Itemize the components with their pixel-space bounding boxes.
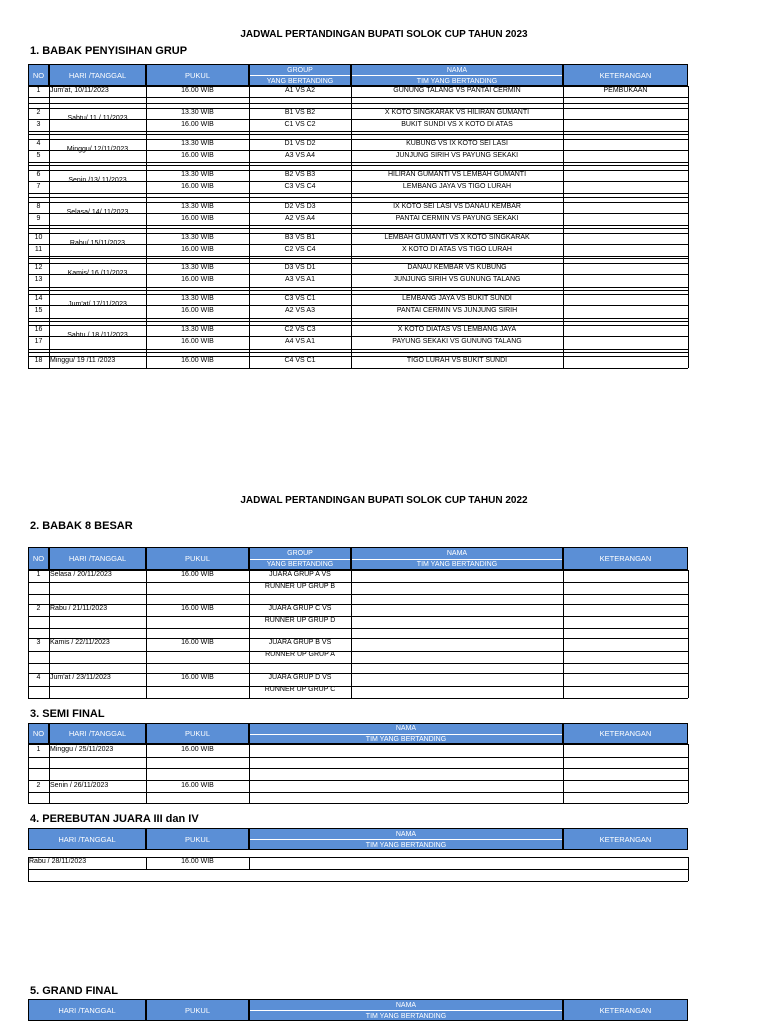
match-time: 16.00 WIB: [181, 357, 214, 364]
header-keterangan: KETERANGAN: [563, 999, 688, 1021]
match-group: B1 VS B2: [284, 109, 316, 116]
grid-line: [49, 86, 50, 368]
grid-line: [688, 744, 689, 803]
match-group: RUNNER UP GRUP A: [265, 651, 335, 658]
match-teams: PANTAI CERMIN VS JUNJUNG SIRIH: [396, 307, 518, 314]
match-no: 1: [36, 571, 41, 578]
header-nama-top: NAMA: [250, 724, 562, 735]
match-no: 5: [36, 152, 41, 159]
header-nama-top: NAMA: [250, 829, 562, 840]
match-group: C3 VS C4: [284, 183, 316, 190]
grid-line: [249, 744, 250, 803]
header-nama: [249, 723, 563, 744]
match-date: Jum'at / 23/11/2023: [50, 674, 111, 681]
match-group: A4 VS A1: [285, 338, 315, 345]
match-teams: KUBUNG VS IX KOTO SEI LASI: [406, 140, 508, 147]
match-time: 16.00 WIB: [181, 87, 214, 94]
grid-line: [28, 193, 688, 194]
match-group: A2 VS A3: [285, 307, 315, 314]
header-group: [249, 64, 351, 86]
match-group: D1 VS D2: [284, 140, 316, 147]
grid-line: [28, 162, 688, 163]
grid-line: [28, 881, 688, 882]
header-nama: [249, 828, 563, 850]
match-group: JUARA GRUP C VS: [268, 605, 332, 612]
match-teams: LEMBANG JAYA VS TIGO LURAH: [402, 183, 512, 190]
match-date: Selasa/ 14/ 11/2023: [66, 209, 129, 216]
match-teams: PANTAI CERMIN VS PAYUNG SEKAKI: [395, 215, 519, 222]
header-pukul: PUKUL: [146, 547, 249, 570]
match-no: 16: [34, 326, 43, 333]
match-no: 1: [36, 87, 41, 94]
header-no: NO: [28, 723, 49, 744]
match-group: C2 VS C4: [284, 246, 316, 253]
match-teams: X KOTO SINGKARAK VS HILIRAN GUMANTI: [384, 109, 530, 116]
match-group: A3 VS A4: [285, 152, 315, 159]
grid-line: [28, 757, 688, 758]
header-nama-top: NAMA: [352, 548, 562, 560]
grid-line: [28, 869, 29, 881]
grid-line: [28, 134, 688, 135]
header-keterangan: KETERANGAN: [563, 547, 688, 570]
match-no: 17: [34, 338, 43, 345]
match-group: A2 VS A4: [285, 215, 315, 222]
match-teams: X KOTO DIATAS VS LEMBANG JAYA: [397, 326, 517, 333]
match-no: 10: [34, 234, 43, 241]
grid-line: [28, 616, 688, 617]
section-title: 1. BABAK PENYISIHAN GRUP: [30, 45, 188, 57]
header-hari: HARI /TANGGAL: [49, 723, 146, 744]
section-title: 5. GRAND FINAL: [30, 985, 118, 997]
match-teams: LEMBANG JAYA VS BUKIT SUNDI: [402, 295, 512, 302]
match-time: 16.00 WIB: [181, 215, 214, 222]
grid-line: [28, 318, 688, 319]
page-title: JADWAL PERTANDINGAN BUPATI SOLOK CUP TAHUN 2023: [240, 29, 528, 40]
header-group-top: GROUP: [250, 548, 350, 560]
header-group: [249, 547, 351, 570]
match-no: 14: [34, 295, 43, 302]
match-group: D2 VS D3: [284, 203, 316, 210]
header-nama-top: NAMA: [250, 1000, 562, 1011]
match-time: 16.00 WIB: [181, 152, 214, 159]
match-date: Minggu / 25/11/2023: [50, 746, 114, 753]
header-pukul: PUKUL: [146, 828, 249, 850]
match-date: Selasa / 20/11/2023: [50, 571, 112, 578]
match-time: 16.00 WIB: [181, 307, 214, 314]
match-date: Jum'at, 10/11/2023: [50, 87, 109, 94]
section-title: 2. BABAK 8 BESAR: [30, 520, 133, 532]
grid-line: [28, 256, 688, 257]
header-nama: [351, 64, 563, 86]
match-no: 3: [36, 121, 41, 128]
match-teams: IX KOTO SEI LASI VS DANAU KEMBAR: [393, 203, 521, 210]
grid-line: [28, 803, 688, 804]
match-no: 15: [34, 307, 43, 314]
match-date: Minggu/ 19 /11 /2023: [50, 357, 116, 364]
grid-line: [28, 197, 688, 198]
grid-line: [563, 86, 564, 368]
match-group: JUARA GRUP D VS: [268, 674, 332, 681]
match-time: 13.30 WIB: [181, 171, 214, 178]
match-date: Minggu/ 12/11/2023: [66, 146, 129, 153]
header-nama-top: NAMA: [352, 65, 562, 76]
grid-line: [563, 744, 564, 803]
match-date: Rabu / 21/11/2023: [50, 605, 108, 612]
grid-line: [28, 686, 688, 687]
match-teams: X KOTO DI ATAS VS TIGO LURAH: [402, 246, 512, 253]
grid-line: [249, 857, 250, 869]
grid-line: [28, 698, 688, 699]
match-no: 2: [36, 109, 41, 116]
match-time: 16.00 WIB: [181, 858, 214, 865]
grid-line: [28, 651, 688, 652]
match-time: 13.30 WIB: [181, 203, 214, 210]
grid-line: [28, 594, 688, 595]
grid-line: [688, 857, 689, 869]
match-no: 4: [36, 674, 41, 681]
header-keterangan: KETERANGAN: [563, 723, 688, 744]
match-time: 16.00 WIB: [181, 246, 214, 253]
match-group: C1 VS C2: [284, 121, 316, 128]
match-time: 16.00 WIB: [181, 276, 214, 283]
match-time: 16.00 WIB: [181, 121, 214, 128]
match-group: A1 VS A2: [285, 87, 315, 94]
match-no: 2: [36, 605, 41, 612]
match-teams: PAYUNG SEKAKI VS GUNUNG TALANG: [392, 338, 522, 345]
header-no: NO: [28, 64, 49, 86]
match-date: Jum'at/ 17/11/2023: [68, 301, 127, 308]
match-no: 1: [36, 746, 41, 753]
match-group: C4 VS C1: [284, 357, 316, 364]
header-hari: HARI /TANGGAL: [49, 547, 146, 570]
match-no: 12: [34, 264, 43, 271]
match-time: 16.00 WIB: [181, 338, 214, 345]
match-date: Senin /13/ 11/2023: [68, 177, 127, 184]
header-nama: [351, 547, 563, 570]
match-group: RUNNER UP GRUP D: [264, 617, 336, 624]
header-nama-bottom: TIM YANG BERTANDING: [416, 77, 498, 85]
grid-line: [563, 570, 564, 698]
header-keterangan: KETERANGAN: [563, 64, 688, 86]
match-no: 9: [36, 215, 41, 222]
header-group-bottom: YANG BERTANDING: [266, 561, 334, 569]
match-time: 16.00 WIB: [181, 674, 214, 681]
grid-line: [28, 103, 688, 104]
header-no: NO: [28, 547, 49, 570]
match-no: 3: [36, 639, 41, 646]
header-nama-bottom: TIM YANG BERTANDING: [416, 561, 498, 569]
grid-line: [28, 97, 688, 98]
match-date: Rabu / 28/11/2023: [29, 858, 87, 865]
grid-line: [28, 321, 688, 322]
match-group: JUARA GRUP A VS: [269, 571, 331, 578]
match-no: 18: [34, 357, 43, 364]
match-no: 4: [36, 140, 41, 147]
grid-line: [28, 352, 688, 353]
grid-line: [351, 570, 352, 698]
match-group: C2 VS C3: [284, 326, 316, 333]
match-no: 13: [34, 276, 43, 283]
match-time: 13.30 WIB: [181, 326, 214, 333]
header-nama-bottom: TIM YANG BERTANDING: [365, 1012, 447, 1020]
match-group: RUNNER UP GRUP C: [264, 686, 336, 693]
match-date: Kamis / 22/11/2023: [50, 639, 110, 646]
match-teams: BUKIT SUNDI VS X KOTO DI ATAS: [401, 121, 513, 128]
header-pukul: PUKUL: [146, 64, 249, 86]
match-time: 13.30 WIB: [181, 109, 214, 116]
match-group: D3 VS D1: [284, 264, 316, 271]
match-no: 7: [36, 183, 41, 190]
grid-line: [28, 287, 688, 288]
header-pukul: PUKUL: [146, 723, 249, 744]
match-group: B2 VS B3: [284, 171, 316, 178]
page-title-2: JADWAL PERTANDINGAN BUPATI SOLOK CUP TAHUN 2022: [240, 495, 528, 506]
match-teams: DANAU KEMBAR VS KUBUNG: [407, 264, 507, 271]
match-teams: GUNUNG TALANG VS PANTAI CERMIN: [393, 87, 521, 94]
match-group: B3 VS B1: [284, 234, 316, 241]
match-date: Senin / 26/11/2023: [50, 782, 109, 789]
header-pukul: PUKUL: [146, 999, 249, 1021]
match-group: RUNNER UP GRUP B: [264, 583, 336, 590]
header-group-top: GROUP: [250, 65, 350, 76]
grid-line: [28, 768, 688, 769]
grid-line: [28, 792, 688, 793]
match-time: 16.00 WIB: [181, 639, 214, 646]
match-group: C3 VS C1: [284, 295, 316, 302]
match-group: A3 VS A1: [285, 276, 315, 283]
grid-line: [28, 628, 688, 629]
match-date: Sabtu / 18 /11/2023: [67, 332, 128, 339]
match-date: Rabu/ 15/11/2023: [69, 240, 126, 247]
match-note: PEMBUKAAN: [603, 87, 648, 94]
match-date: Kamis/ 16 /11/2023: [67, 270, 128, 277]
grid-line: [28, 228, 688, 229]
match-teams: HILIRAN GUMANTI VS LEMBAH GUMANTI: [387, 171, 527, 178]
header-keterangan: KETERANGAN: [563, 828, 688, 850]
match-teams: JUNJUNG SIRIH VS PAYUNG SEKAKI: [395, 152, 519, 159]
match-no: 2: [36, 782, 41, 789]
match-no: 8: [36, 203, 41, 210]
grid-line: [28, 663, 688, 664]
match-time: 16.00 WIB: [181, 782, 214, 789]
header-nama: [249, 999, 563, 1021]
header-hari: HARI /TANGGAL: [49, 64, 146, 86]
match-time: 13.30 WIB: [181, 234, 214, 241]
header-nama-bottom: TIM YANG BERTANDING: [365, 841, 447, 849]
match-no: 6: [36, 171, 41, 178]
grid-line: [28, 582, 688, 583]
grid-line: [28, 258, 688, 259]
match-time: 13.30 WIB: [181, 264, 214, 271]
match-teams: JUNJUNG SIRIH VS GUNUNG TALANG: [393, 276, 521, 283]
grid-line: [28, 869, 688, 870]
grid-line: [28, 349, 688, 350]
grid-line: [688, 869, 689, 881]
grid-line: [28, 225, 688, 226]
grid-line: [688, 86, 689, 368]
header-nama-bottom: TIM YANG BERTANDING: [365, 735, 447, 743]
match-date: Sabtu/ 11 / 11/2023: [67, 115, 128, 122]
header-group-bottom: YANG BERTANDING: [266, 77, 334, 85]
grid-line: [28, 131, 688, 132]
grid-line: [28, 165, 688, 166]
grid-line: [28, 290, 688, 291]
match-time: 13.30 WIB: [181, 295, 214, 302]
header-hari: HARI /TANGGAL: [28, 828, 146, 850]
match-no: 11: [34, 246, 43, 253]
section-title: 3. SEMI FINAL: [30, 708, 105, 720]
match-time: 13.30 WIB: [181, 140, 214, 147]
match-time: 16.00 WIB: [181, 746, 214, 753]
match-teams: TIGO LURAH VS BUKIT SUNDI: [406, 357, 508, 364]
match-time: 16.00 WIB: [181, 571, 214, 578]
section-title: 4. PEREBUTAN JUARA III dan IV: [30, 813, 199, 825]
match-time: 16.00 WIB: [181, 605, 214, 612]
match-time: 16.00 WIB: [181, 183, 214, 190]
match-group: JUARA GRUP B VS: [268, 639, 332, 646]
match-teams: LEMBAH GUMANTI VS X KOTO SINGKARAK: [384, 234, 530, 241]
grid-line: [688, 570, 689, 698]
grid-line: [28, 368, 688, 369]
header-hari: HARI /TANGGAL: [28, 999, 146, 1021]
